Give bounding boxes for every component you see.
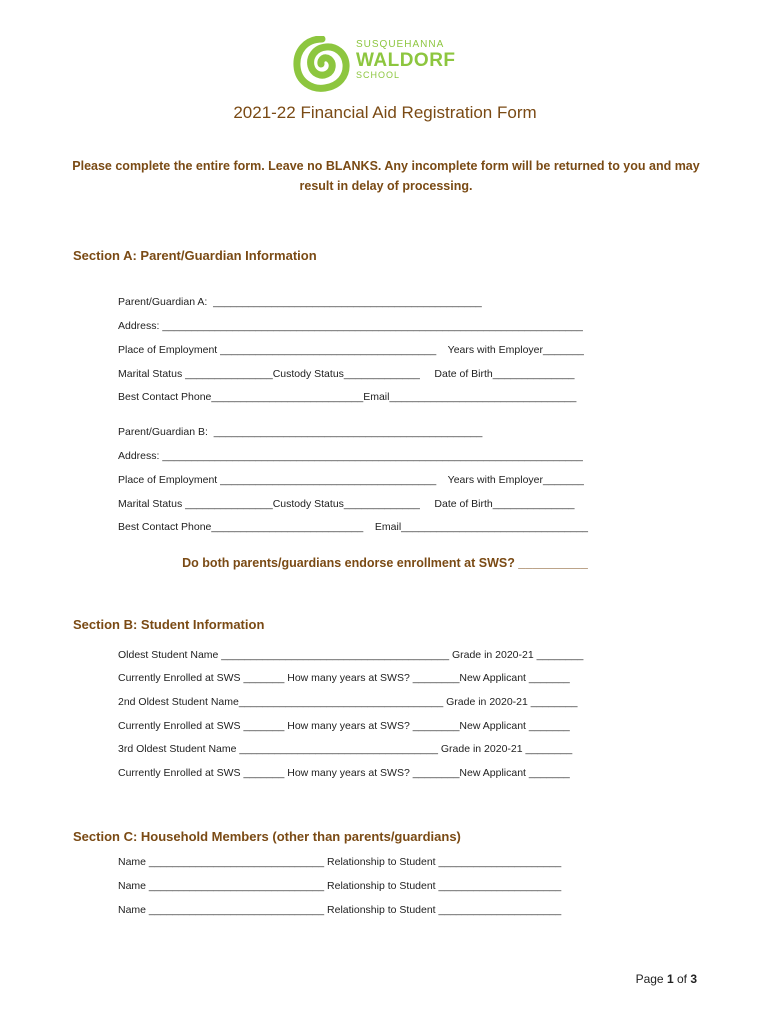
instructions-notice: Please complete the entire form. Leave no BLANKS. Any incomplete form will be returned to you and may result in delay of processing. <box>72 159 700 193</box>
student-field-line[interactable]: Currently Enrolled at SWS _______ How many years at SWS? ________New Applicant _______ <box>118 767 570 779</box>
student-field-line[interactable]: 3rd Oldest Student Name __________________________________ Grade in 2020-21 ________ <box>118 743 573 755</box>
student-field-line[interactable]: Oldest Student Name _______________________________________ Grade in 2020-21 ________ <box>118 649 584 661</box>
page-prefix: Page <box>635 972 667 986</box>
household-member-line[interactable]: Name ______________________________ Relationship to Student _____________________ <box>118 856 562 868</box>
section-b-heading: Section B: Student Information <box>73 617 265 632</box>
current-page: 1 <box>666 972 674 986</box>
student-field-line[interactable]: Currently Enrolled at SWS _______ How many years at SWS? ________New Applicant _______ <box>118 672 570 684</box>
form-title: 2021-22 Financial Aid Registration Form <box>233 103 537 122</box>
household-member-line[interactable]: Name ______________________________ Relationship to Student _____________________ <box>118 904 562 916</box>
guardian-b-address-field[interactable]: Address: ________________________________________________________________________ <box>118 450 583 462</box>
endorse-question[interactable]: Do both parents/guardians endorse enrollment at SWS? __________ <box>182 556 588 570</box>
student-field-line[interactable]: Currently Enrolled at SWS _______ How many years at SWS? ________New Applicant _______ <box>118 720 570 732</box>
logo-line-2: WALDORF <box>356 50 456 71</box>
section-a-heading: Section A: Parent/Guardian Information <box>73 248 317 263</box>
guardian-a-employment-field[interactable]: Place of Employment _____________________________________ Years with Employer_______ <box>118 344 584 356</box>
guardian-b-name-field[interactable]: Parent/Guardian B: ______________________________________________ <box>118 426 483 438</box>
student-field-line[interactable]: 2nd Oldest Student Name___________________________________ Grade in 2020-21 ________ <box>118 696 578 708</box>
guardian-a-marital-field[interactable]: Marital Status _______________Custody Status_____________ Date of Birth______________ <box>118 368 575 380</box>
guardian-a-address-field[interactable]: Address: ________________________________________________________________________ <box>118 320 583 332</box>
total-pages: 3 <box>690 972 697 986</box>
guardian-a-contact-field[interactable]: Best Contact Phone__________________________Email________________________________ <box>118 391 577 403</box>
guardian-a-name-field[interactable]: Parent/Guardian A: ______________________________________________ <box>118 296 482 308</box>
school-logo <box>293 36 463 92</box>
page-of: of <box>673 972 691 986</box>
household-member-line[interactable]: Name ______________________________ Relationship to Student _____________________ <box>118 880 562 892</box>
section-c-heading: Section C: Household Members (other than parents/guardians) <box>73 829 461 844</box>
guardian-b-marital-field[interactable]: Marital Status _______________Custody Status_____________ Date of Birth______________ <box>118 498 575 510</box>
logo-line-3: SCHOOL <box>356 70 401 80</box>
page-number <box>636 972 697 986</box>
spiral-logo-icon <box>293 36 351 92</box>
guardian-b-employment-field[interactable]: Place of Employment _____________________________________ Years with Employer_______ <box>118 474 584 486</box>
logo-line-1: SUSQUEHANNA <box>356 39 445 50</box>
guardian-b-contact-field[interactable]: Best Contact Phone__________________________ Email________________________________ <box>118 521 589 533</box>
